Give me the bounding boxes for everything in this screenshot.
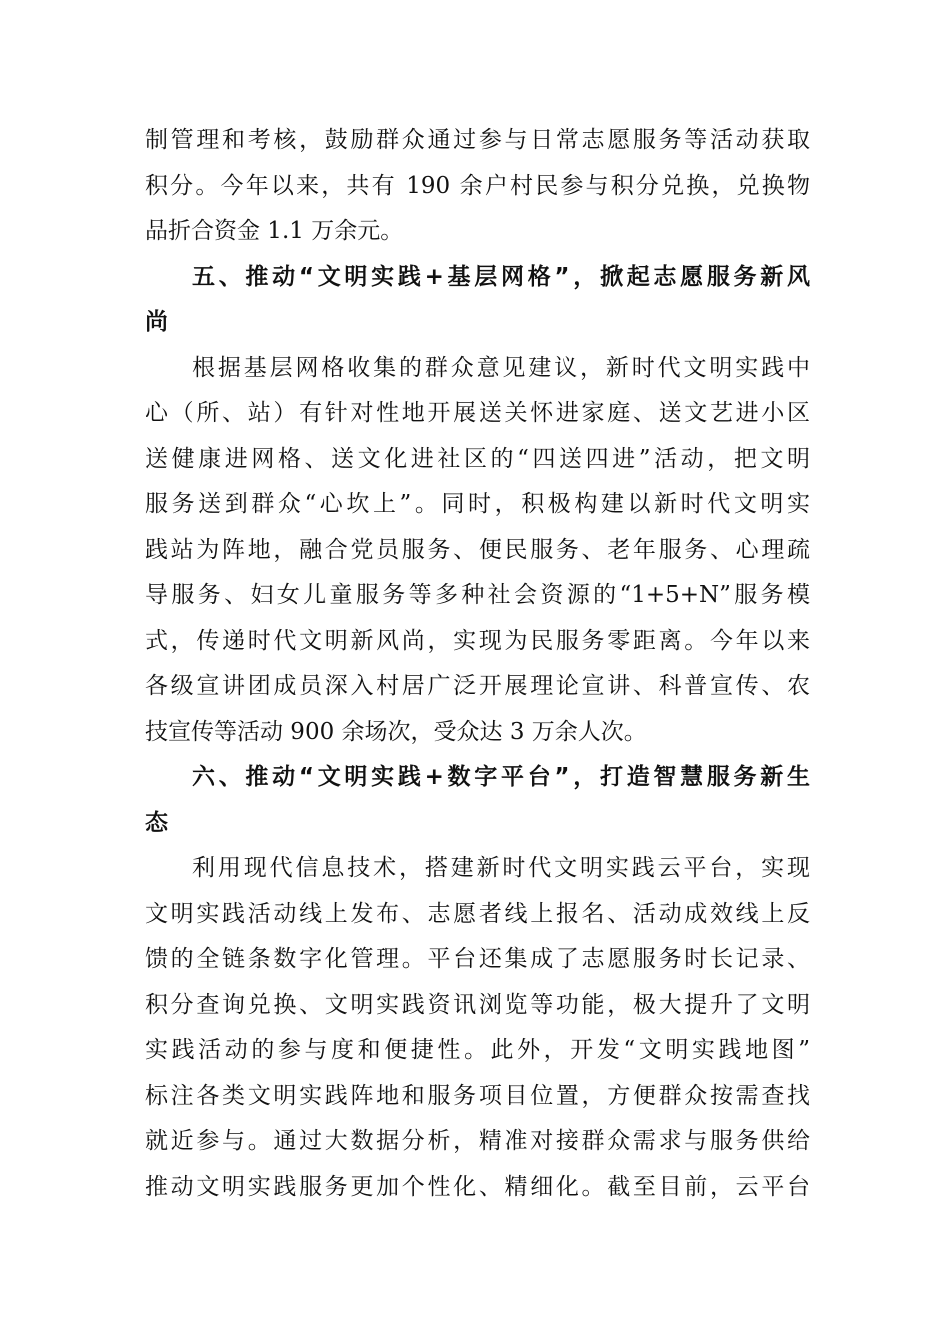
body-line: 制管理和考核，鼓励群众通过参与日常志愿服务等活动获取	[145, 127, 810, 153]
body-line: 利用现代信息技术，搭建新时代文明实践云平台，实现	[192, 855, 810, 881]
body-line: 服务送到群众“心坎上”。同时，积极构建以新时代文明实	[145, 491, 810, 517]
body-line: 技宣传等活动 900 余场次，受众达 3 万余人次。	[145, 718, 647, 745]
body-line: 积分。今年以来，共有 190 余户村民参与积分兑换，兑换物	[145, 172, 810, 199]
body-line: 实践活动的参与度和便捷性。此外，开发“文明实践地图”	[145, 1037, 810, 1063]
body-line: 文明实践活动线上发布、志愿者线上报名、活动成效线上反	[145, 900, 810, 927]
body-line: 馈的全链条数字化管理。平台还集成了志愿服务时长记录、	[145, 946, 810, 972]
body-line: 品折合资金 1.1 万余元。	[145, 218, 404, 244]
body-line: 推动文明实践服务更加个性化、精细化。截至目前，云平台	[145, 1173, 810, 1200]
body-line: 送健康进网格、送文化进社区的“四送四进”活动，把文明	[145, 445, 810, 472]
body-line: 导服务、妇女儿童服务等多种社会资源的“1+5+N”服务模	[145, 582, 810, 608]
body-line: 就近参与。通过大数据分析，精准对接群众需求与服务供给	[145, 1128, 810, 1154]
section-heading-6: 六、推动“文明实践+数字平台”，打造智慧服务新生	[192, 764, 810, 790]
document-page	[145, 118, 810, 1210]
body-line: 根据基层网格收集的群众意见建议，新时代文明实践中	[192, 354, 810, 381]
body-line: 式，传递时代文明新风尚，实现为民服务零距离。今年以来	[145, 627, 810, 654]
body-line: 标注各类文明实践阵地和服务项目位置，方便群众按需查找	[145, 1082, 810, 1109]
section-heading-6-cont: 态	[145, 809, 168, 836]
section-heading-5-cont: 尚	[145, 309, 168, 335]
body-line: 各级宣讲团成员深入村居广泛开展理论宣讲、科普宣传、农	[145, 673, 810, 699]
body-line: 心（所、站）有针对性地开展送关怀进家庭、送文艺进小区	[145, 400, 810, 426]
body-line: 践站为阵地，融合党员服务、便民服务、老年服务、心理疏	[145, 536, 810, 563]
section-heading-5: 五、推动“文明实践+基层网格”，掀起志愿服务新风	[192, 263, 810, 290]
body-line: 积分查询兑换、文明实践资讯浏览等功能，极大提升了文明	[145, 991, 810, 1018]
